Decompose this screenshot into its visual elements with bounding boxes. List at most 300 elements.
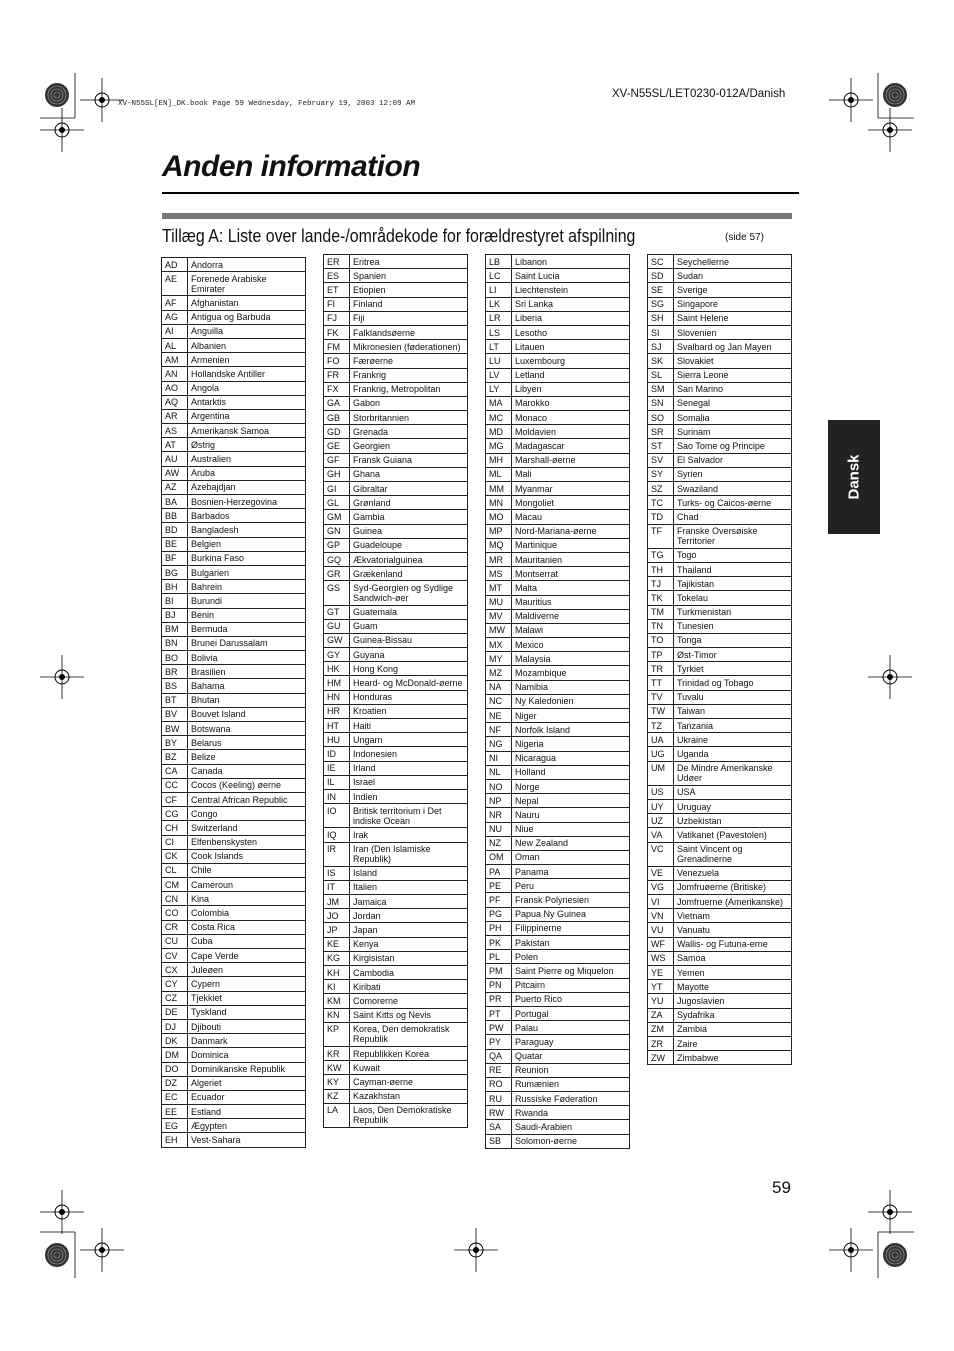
table-row — [324, 340, 468, 354]
table-row — [486, 496, 630, 510]
country-name: Sverige — [674, 283, 792, 297]
country-name: Tjekkiet — [188, 991, 306, 1005]
country-code: DZ — [162, 1076, 188, 1090]
language-tab-label: Dansk — [845, 454, 863, 500]
country-code: IR — [324, 842, 350, 866]
country-name: Italien — [350, 880, 468, 894]
table-row — [324, 1022, 468, 1046]
table-row — [162, 296, 306, 310]
table-row — [648, 842, 792, 866]
table-row — [648, 966, 792, 980]
country-code: CH — [162, 821, 188, 835]
table-row — [486, 907, 630, 921]
country-code: MO — [486, 510, 512, 524]
country-code: HN — [324, 690, 350, 704]
country-name: Marshall-øerne — [512, 453, 630, 467]
country-name: Slovenien — [674, 325, 792, 339]
table-row — [162, 495, 306, 509]
country-name: Cameroun — [188, 878, 306, 892]
country-name: Spanien — [350, 269, 468, 283]
table-row — [648, 662, 792, 676]
table-row — [162, 1119, 306, 1133]
country-name: Belgien — [188, 537, 306, 551]
country-code: BB — [162, 509, 188, 523]
table-row — [486, 567, 630, 581]
country-name: USA — [674, 785, 792, 799]
country-code: VI — [648, 895, 674, 909]
table-row — [648, 880, 792, 894]
country-name: Barbados — [188, 509, 306, 523]
country-code: IS — [324, 866, 350, 880]
table-row — [648, 761, 792, 785]
country-name: Niger — [512, 709, 630, 723]
country-name: Israel — [350, 775, 468, 789]
country-name: Cayman-øerne — [350, 1075, 468, 1089]
country-name: Bouvet Island — [188, 707, 306, 721]
table-row — [486, 524, 630, 538]
table-row — [162, 409, 306, 423]
country-name: Martinique — [512, 538, 630, 552]
country-code: SD — [648, 269, 674, 283]
table-row — [324, 733, 468, 747]
table-row — [162, 466, 306, 480]
section-heading: Tillæg A: Liste over lande-/områdekode for forældrestyret afspilning — [162, 225, 636, 246]
country-code: AQ — [162, 395, 188, 409]
country-name: Thailand — [674, 562, 792, 576]
table-row — [486, 396, 630, 410]
country-code: CI — [162, 835, 188, 849]
country-name: Norfolk Island — [512, 723, 630, 737]
country-name: Bahama — [188, 679, 306, 693]
country-code: DK — [162, 1034, 188, 1048]
country-code: KE — [324, 937, 350, 951]
country-code: YU — [648, 994, 674, 1008]
table-row — [648, 895, 792, 909]
table-row — [486, 552, 630, 566]
table-row — [486, 694, 630, 708]
table-row — [324, 269, 468, 283]
country-code: JP — [324, 923, 350, 937]
table-row — [486, 709, 630, 723]
country-code: MU — [486, 595, 512, 609]
country-name: Guinea — [350, 524, 468, 538]
table-row — [162, 424, 306, 438]
table-row — [324, 354, 468, 368]
country-code: GL — [324, 496, 350, 510]
country-code: MA — [486, 396, 512, 410]
country-name: Ny Kaledonien — [512, 694, 630, 708]
country-code-table-4 — [647, 254, 792, 1065]
table-row — [162, 863, 306, 877]
table-row — [324, 842, 468, 866]
country-name: Norge — [512, 779, 630, 793]
country-code: TT — [648, 676, 674, 690]
country-code: FO — [324, 354, 350, 368]
table-row — [486, 1006, 630, 1020]
country-name: Indien — [350, 789, 468, 803]
document-id: XV-N55SL/LET0230-012A/Danish — [612, 88, 786, 100]
table-row — [324, 747, 468, 761]
country-code: CM — [162, 878, 188, 892]
table-row — [648, 425, 792, 439]
country-code: MD — [486, 425, 512, 439]
country-code: FM — [324, 340, 350, 354]
country-code: SR — [648, 425, 674, 439]
country-name: Switzerland — [188, 821, 306, 835]
table-row — [648, 747, 792, 761]
country-code: SE — [648, 283, 674, 297]
table-row — [162, 1133, 306, 1147]
table-row — [324, 411, 468, 425]
table-row — [162, 1034, 306, 1048]
country-name: Cambodia — [350, 966, 468, 980]
country-name: Andorra — [188, 258, 306, 272]
country-name: Britisk territorium i Det indiske Ocean — [350, 804, 468, 828]
country-name: Benin — [188, 608, 306, 622]
table-row — [162, 651, 306, 665]
country-code: TO — [648, 633, 674, 647]
table-row — [324, 538, 468, 552]
country-name: New Zealand — [512, 836, 630, 850]
country-code: BN — [162, 636, 188, 650]
table-row — [162, 636, 306, 650]
country-code: PF — [486, 893, 512, 907]
table-row — [648, 605, 792, 619]
country-name: Grønland — [350, 496, 468, 510]
table-row — [162, 1105, 306, 1119]
table-row — [162, 1048, 306, 1062]
country-name: Maldiverne — [512, 609, 630, 623]
table-row — [324, 1008, 468, 1022]
table-row — [324, 605, 468, 619]
country-name: Gibraltar — [350, 482, 468, 496]
table-row — [648, 648, 792, 662]
country-name: Botswana — [188, 722, 306, 736]
country-code: VE — [648, 866, 674, 880]
country-code: EE — [162, 1105, 188, 1119]
table-row — [648, 496, 792, 510]
country-code: EC — [162, 1090, 188, 1104]
country-name: Grenada — [350, 425, 468, 439]
table-row — [162, 324, 306, 338]
country-name: Nicaragua — [512, 751, 630, 765]
country-code: KW — [324, 1061, 350, 1075]
country-name: Libanon — [512, 255, 630, 269]
country-name: Nord-Mariana-øerne — [512, 524, 630, 538]
country-name: El Salvador — [674, 453, 792, 467]
country-name: Nauru — [512, 808, 630, 822]
table-row — [648, 799, 792, 813]
table-row — [324, 325, 468, 339]
table-row — [324, 619, 468, 633]
country-code: CC — [162, 778, 188, 792]
table-row — [324, 1061, 468, 1075]
country-code: PW — [486, 1021, 512, 1035]
table-row — [162, 906, 306, 920]
country-code: LC — [486, 269, 512, 283]
country-code: IL — [324, 775, 350, 789]
table-row — [648, 1008, 792, 1022]
country-code: LY — [486, 382, 512, 396]
country-code: BF — [162, 551, 188, 565]
table-row — [486, 609, 630, 623]
country-code: CL — [162, 863, 188, 877]
country-code: SV — [648, 453, 674, 467]
country-name: Sudan — [674, 269, 792, 283]
country-code: TF — [648, 524, 674, 548]
table-row — [486, 808, 630, 822]
country-code: LI — [486, 283, 512, 297]
country-name: Jamaica — [350, 895, 468, 909]
country-code: TW — [648, 704, 674, 718]
country-code: MM — [486, 482, 512, 496]
country-code: AN — [162, 367, 188, 381]
country-code: FJ — [324, 311, 350, 325]
country-name: Senegal — [674, 396, 792, 410]
country-name: Frankrig — [350, 368, 468, 382]
table-row — [162, 622, 306, 636]
table-row — [648, 283, 792, 297]
country-name: Saudi-Arabien — [512, 1120, 630, 1134]
country-name: Brasilien — [188, 665, 306, 679]
country-name: Bahrein — [188, 580, 306, 594]
country-name: Portugal — [512, 1006, 630, 1020]
country-name: Ungarn — [350, 733, 468, 747]
country-code: IQ — [324, 828, 350, 842]
country-name: Australien — [188, 452, 306, 466]
country-name: Saint Vincent og Grenadinerne — [674, 842, 792, 866]
country-code: GU — [324, 619, 350, 633]
country-code: LB — [486, 255, 512, 269]
country-code: SC — [648, 255, 674, 269]
country-name: Ukraine — [674, 733, 792, 747]
country-name: Kuwait — [350, 1061, 468, 1075]
country-code: LS — [486, 325, 512, 339]
section-bar — [162, 213, 792, 219]
country-code: CO — [162, 906, 188, 920]
country-code: BS — [162, 679, 188, 693]
country-name: Canada — [188, 764, 306, 778]
country-name: Ægypten — [188, 1119, 306, 1133]
country-name: Wallis- og Futuna-erne — [674, 937, 792, 951]
country-name: Rwanda — [512, 1106, 630, 1120]
table-row — [324, 895, 468, 909]
country-code: EH — [162, 1133, 188, 1147]
country-name: Vest-Sahara — [188, 1133, 306, 1147]
table-row — [648, 482, 792, 496]
table-row — [324, 482, 468, 496]
country-code: UY — [648, 799, 674, 813]
country-name: Saint Pierre og Miquelon — [512, 964, 630, 978]
country-code: GM — [324, 510, 350, 524]
table-row — [162, 1076, 306, 1090]
table-row — [648, 994, 792, 1008]
country-name: Libyen — [512, 382, 630, 396]
table-row — [486, 283, 630, 297]
table-row — [162, 452, 306, 466]
country-code: SL — [648, 368, 674, 382]
country-code: AW — [162, 466, 188, 480]
table-row — [648, 396, 792, 410]
table-row — [486, 1077, 630, 1091]
country-name: Laos, Den Demokratiske Republik — [350, 1103, 468, 1127]
country-code: GN — [324, 524, 350, 538]
country-code: LK — [486, 297, 512, 311]
table-row — [162, 722, 306, 736]
table-row — [324, 880, 468, 894]
country-name: Niue — [512, 822, 630, 836]
country-name: Kenya — [350, 937, 468, 951]
table-row — [162, 523, 306, 537]
table-row — [324, 994, 468, 1008]
table-row — [648, 619, 792, 633]
country-name: Malaysia — [512, 652, 630, 666]
table-row — [486, 822, 630, 836]
country-name: Paraguay — [512, 1035, 630, 1049]
country-code: BY — [162, 736, 188, 750]
country-code: TD — [648, 510, 674, 524]
country-name: Grækenland — [350, 567, 468, 581]
country-code: NO — [486, 779, 512, 793]
country-name: Honduras — [350, 690, 468, 704]
table-row — [324, 633, 468, 647]
country-name: Pakistan — [512, 936, 630, 950]
country-name: Togo — [674, 548, 792, 562]
country-code: NL — [486, 765, 512, 779]
country-name: Montserrat — [512, 567, 630, 581]
country-name: Algeriet — [188, 1076, 306, 1090]
table-row — [648, 980, 792, 994]
country-code: DE — [162, 1005, 188, 1019]
table-row — [486, 623, 630, 637]
country-code: ET — [324, 283, 350, 297]
country-code: SZ — [648, 482, 674, 496]
country-name: Georgien — [350, 439, 468, 453]
country-code: MT — [486, 581, 512, 595]
country-name: Forenede Arabiske Emirater — [188, 272, 306, 296]
table-row — [324, 496, 468, 510]
country-name: Saint Lucia — [512, 269, 630, 283]
country-name: Moldavien — [512, 425, 630, 439]
country-name: Elfenbenskysten — [188, 835, 306, 849]
table-row — [648, 325, 792, 339]
country-name: Venezuela — [674, 866, 792, 880]
table-row — [162, 792, 306, 806]
country-name: Irak — [350, 828, 468, 842]
table-row — [648, 255, 792, 269]
country-code: MH — [486, 453, 512, 467]
country-code: VG — [648, 880, 674, 894]
page-number: 59 — [772, 1178, 791, 1197]
country-name: Jugoslavien — [674, 994, 792, 1008]
country-name: Tajikistan — [674, 577, 792, 591]
country-code: SO — [648, 411, 674, 425]
country-name: Gambia — [350, 510, 468, 524]
table-row — [324, 283, 468, 297]
country-name: Letland — [512, 368, 630, 382]
country-code: LR — [486, 311, 512, 325]
country-code: BO — [162, 651, 188, 665]
table-row — [324, 761, 468, 775]
table-row — [324, 789, 468, 803]
country-name: Oman — [512, 850, 630, 864]
country-name: San Marino — [674, 382, 792, 396]
country-code: CR — [162, 920, 188, 934]
country-code: DJ — [162, 1019, 188, 1033]
table-row — [324, 425, 468, 439]
country-name: Puerto Rico — [512, 992, 630, 1006]
country-name: Cuba — [188, 934, 306, 948]
table-row — [648, 524, 792, 548]
country-name: Filippinerne — [512, 921, 630, 935]
country-name: Singapore — [674, 297, 792, 311]
country-name: Guyana — [350, 648, 468, 662]
table-row — [648, 411, 792, 425]
table-row — [648, 733, 792, 747]
country-name: Franske Oversøiske Territorier — [674, 524, 792, 548]
table-row — [324, 676, 468, 690]
country-code: FR — [324, 368, 350, 382]
country-name: Amerikansk Samoa — [188, 424, 306, 438]
country-code: SB — [486, 1134, 512, 1148]
country-code-table-1 — [161, 257, 306, 1148]
country-code: PE — [486, 879, 512, 893]
table-row — [162, 509, 306, 523]
country-name: Republikken Korea — [350, 1046, 468, 1060]
country-code: TG — [648, 548, 674, 562]
table-row — [324, 567, 468, 581]
country-name: Mauritius — [512, 595, 630, 609]
country-name: Indonesien — [350, 747, 468, 761]
table-row — [486, 850, 630, 864]
country-name: Uganda — [674, 747, 792, 761]
country-name: Uruguay — [674, 799, 792, 813]
country-code: MN — [486, 496, 512, 510]
country-code: QA — [486, 1049, 512, 1063]
country-name: Etiopien — [350, 283, 468, 297]
table-row — [648, 467, 792, 481]
country-code: GA — [324, 396, 350, 410]
table-row — [486, 368, 630, 382]
country-name: Antigua og Barbuda — [188, 310, 306, 324]
country-code: KN — [324, 1008, 350, 1022]
table-row — [486, 950, 630, 964]
country-name: Uzbekistan — [674, 814, 792, 828]
table-row — [486, 779, 630, 793]
country-name: Mikronesien (føderationen) — [350, 340, 468, 354]
table-row — [162, 849, 306, 863]
country-code: AR — [162, 409, 188, 423]
country-code: IE — [324, 761, 350, 775]
country-name: Vatikanet (Pavestolen) — [674, 828, 792, 842]
table-row — [162, 991, 306, 1005]
country-code: AG — [162, 310, 188, 324]
table-row — [486, 921, 630, 935]
table-row — [486, 482, 630, 496]
table-row — [486, 1049, 630, 1063]
table-row — [486, 425, 630, 439]
country-name: Rumænien — [512, 1077, 630, 1091]
country-code: WS — [648, 951, 674, 965]
country-code: PA — [486, 865, 512, 879]
country-code: HR — [324, 704, 350, 718]
table-row — [486, 255, 630, 269]
country-code: GQ — [324, 552, 350, 566]
table-row — [648, 510, 792, 524]
table-row — [486, 680, 630, 694]
table-row — [324, 453, 468, 467]
country-name: Holland — [512, 765, 630, 779]
